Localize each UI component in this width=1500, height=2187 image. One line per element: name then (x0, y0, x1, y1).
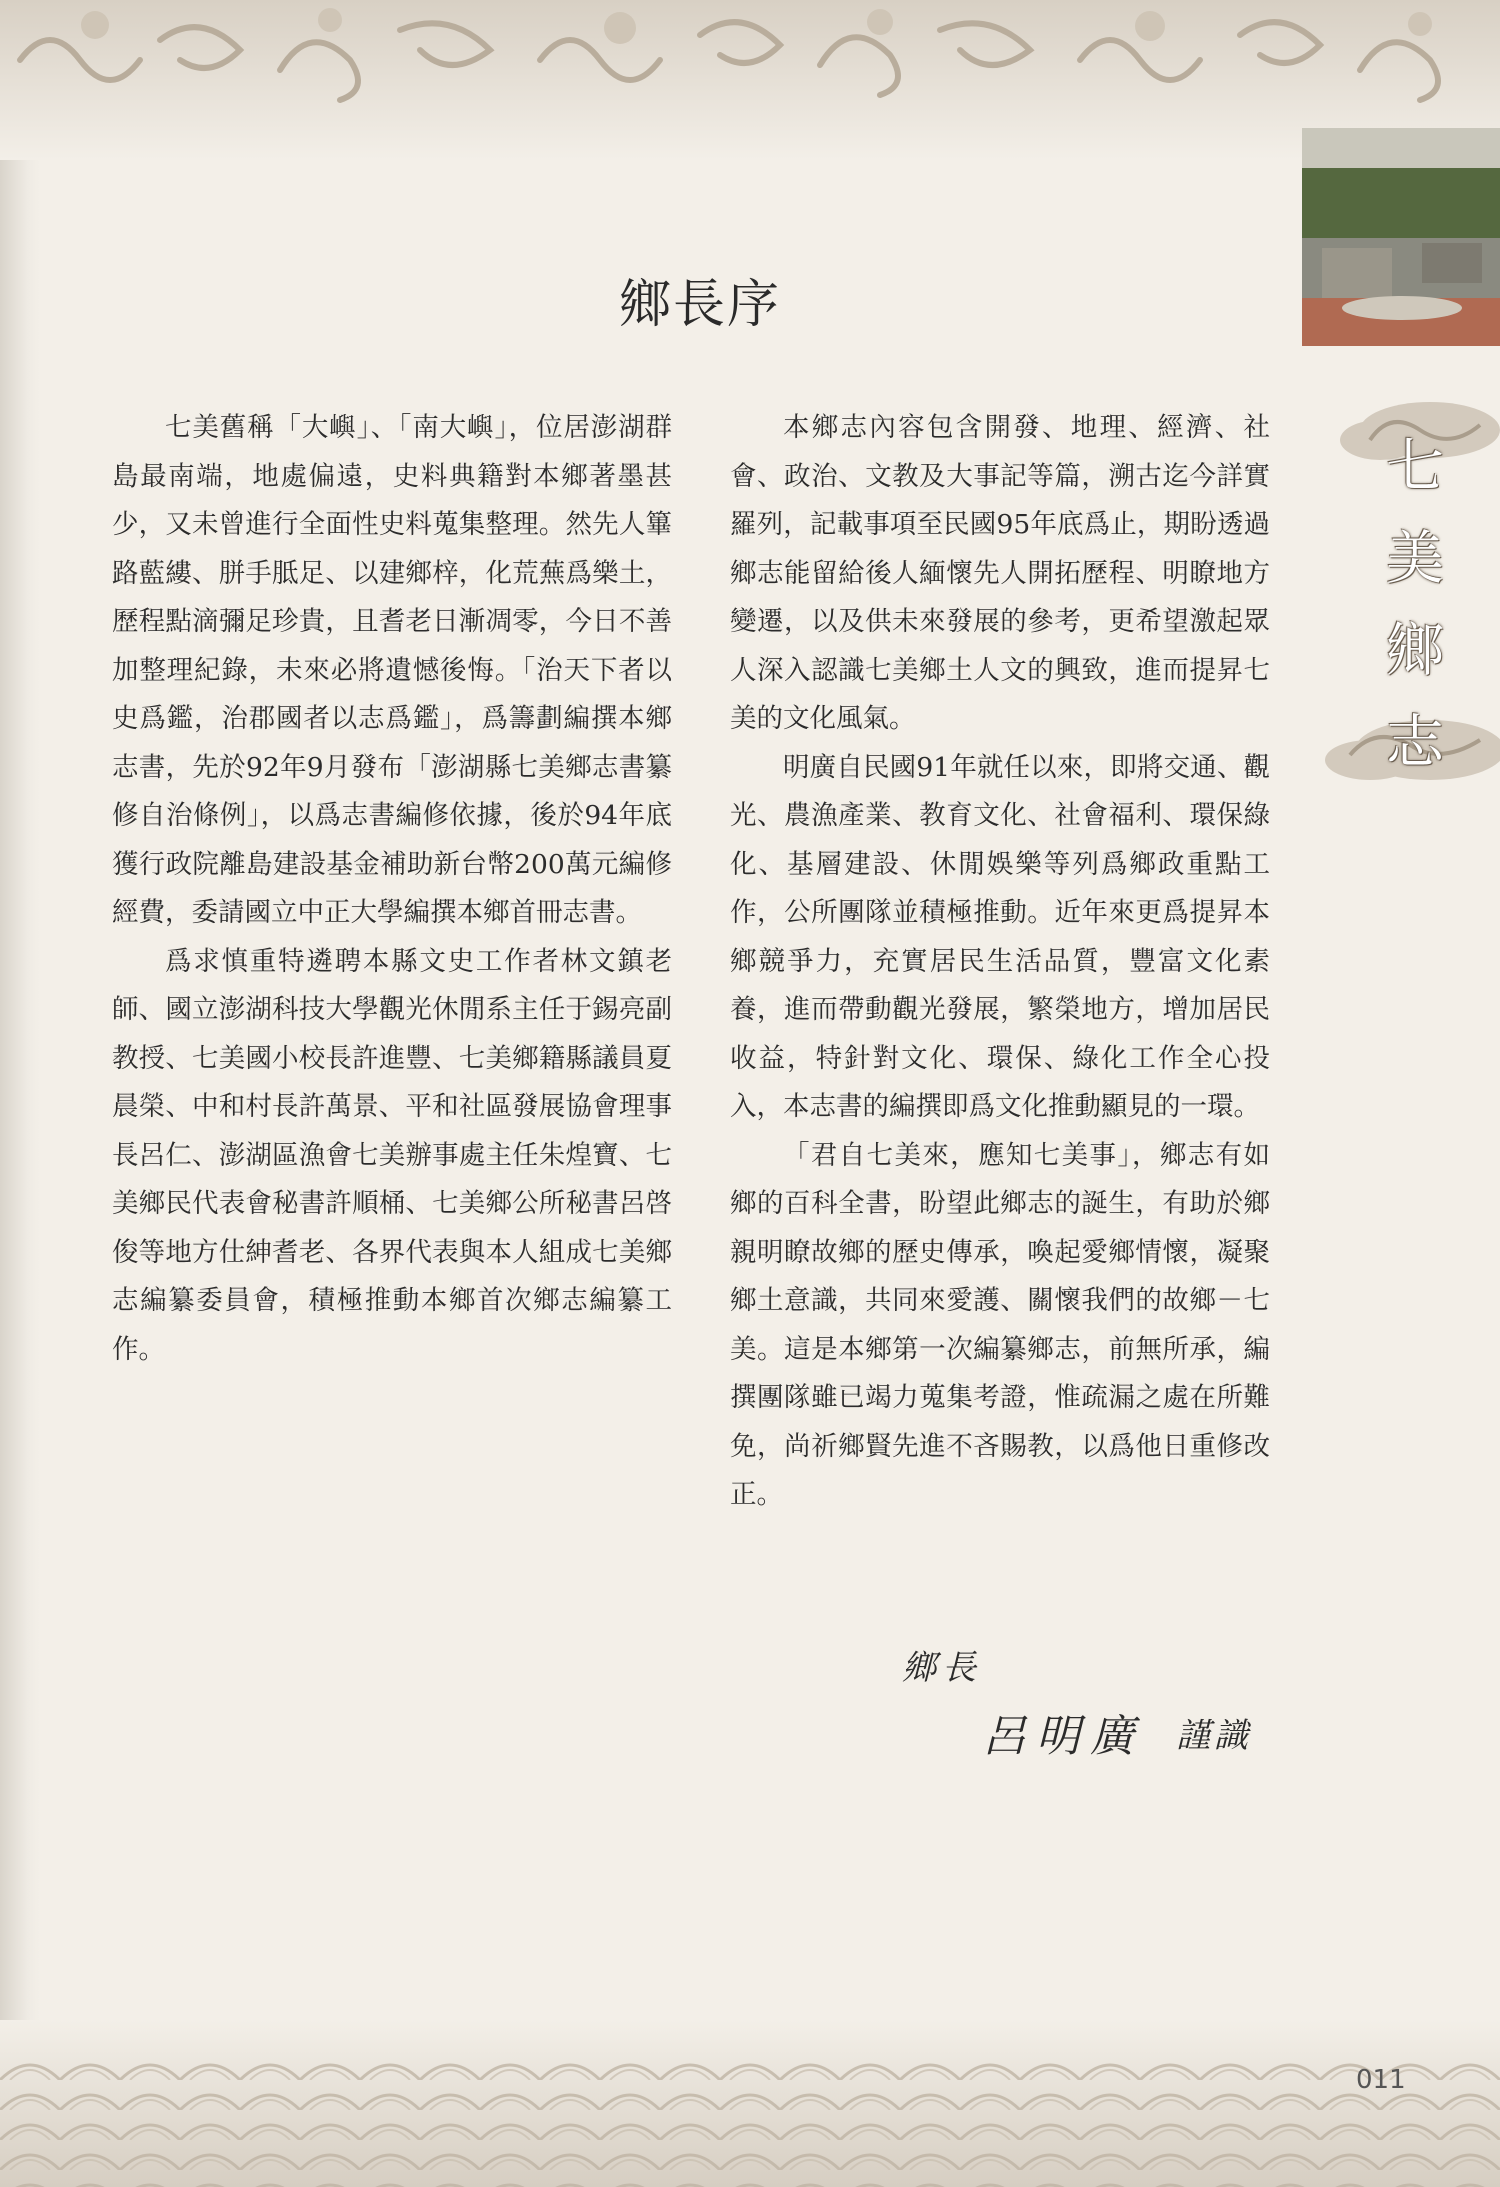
wave-pattern-bottom-icon (0, 2020, 1500, 2187)
paragraph: 爲求慎重特遴聘本縣文史工作者林文鎮老師、國立澎湖科技大學觀光休閒系主任于錫亮副教授、七美國小校長許進豐、七美鄉籍縣議員夏晨榮、中和村長許萬景、平和社區發展協會理事長呂仁、澎湖區漁會七美辦事處主任朱煌寶、七美鄉民代表會秘書許順桶、七美鄉公所秘書呂啓俊等地方仕紳耆老、各界代表與本人組成七美鄉志編纂委員會，積極推動本鄉首次鄉志編纂工作。 (112, 945, 672, 1365)
stone-wall-landscape-photo-icon (1302, 128, 1500, 346)
signature-name: 呂明廣 (982, 1711, 1144, 1762)
body-column-right (730, 404, 1270, 1520)
page-title: 鄉長序 (618, 275, 781, 335)
cloud-pattern-top-icon (0, 0, 1500, 160)
paragraph: 本鄉志內容包含開發、地理、經濟、社會、政治、文教及大事記等篇，溯古迄今詳實羅列，記載事項至民國95年底爲止，期盼透過鄉志能留給後人緬懷先人開拓歷程、明瞭地方變遷，以及供未來發展的參考，更希望激起眾人深入認識七美鄉土人文的興致，進而提昇七美的文化風氣。 (730, 412, 1270, 734)
book-title-char: 美 (1385, 524, 1444, 592)
book-gutter-shadow (0, 0, 40, 2187)
book-title-vertical (1360, 420, 1470, 788)
signature-closing: 謹識 (1176, 1716, 1252, 1756)
book-title-char: 鄉 (1385, 616, 1444, 684)
paragraph: 七美舊稱「大嶼」、「南大嶼」，位居澎湖群島最南端，地處偏遠，史料典籍對本鄉著墨甚少，又未曾進行全面性史料蒐集整理。然先人篳路藍縷、胼手胝足、以建鄉梓，化荒蕪爲樂土，歷程點滴彌足珍貴，且耆老日漸凋零，今日不善加整理紀錄，未來必將遺憾後悔。「治天下者以史爲鑑，治郡國者以志爲鑑」，爲籌劃編撰本鄉志書，先於92年9月發布「澎湖縣七美鄉志書纂修自治條例」，以爲志書編修依據，後於94年底獲行政院離島建設基金補助新台幣200萬元編修經費，委請國立中正大學編撰本鄉首冊志書。 (112, 412, 672, 928)
page-number: 011 (1356, 2065, 1406, 2095)
signature-title: 鄉長 (902, 1648, 982, 1688)
paragraph: 明廣自民國91年就任以來，即將交通、觀光、農漁產業、教育文化、社會福利、環保綠化、基層建設、休閒娛樂等列爲鄉政重點工作，公所團隊並積極推動。近年來更爲提昇本鄉競爭力，充實居民生活品質，豐富文化素養，進而帶動觀光發展，繁榮地方，增加居民收益，特針對文化、環保、綠化工作全心投入，本志書的編撰即爲文化推動顯見的一環。 (730, 751, 1270, 1122)
landscape-photo (1302, 128, 1500, 346)
book-title-char: 志 (1385, 708, 1444, 776)
paragraph: 「君自七美來，應知七美事」，鄉志有如鄉的百科全書，盼望此鄉志的誕生，有助於鄉親明瞭故鄉的歷史傳承，喚起愛鄉情懷，凝聚鄉土意識，共同來愛護、關懷我們的故鄉－七美。這是本鄉第一次編纂鄉志，前無所承，編撰團隊雖已竭力蒐集考證，惟疏漏之處在所難免，尚祈鄉賢先進不吝賜教，以爲他日重修改正。 (730, 1139, 1270, 1510)
body-column-left (112, 404, 672, 1374)
book-title-char: 七 (1385, 432, 1444, 500)
